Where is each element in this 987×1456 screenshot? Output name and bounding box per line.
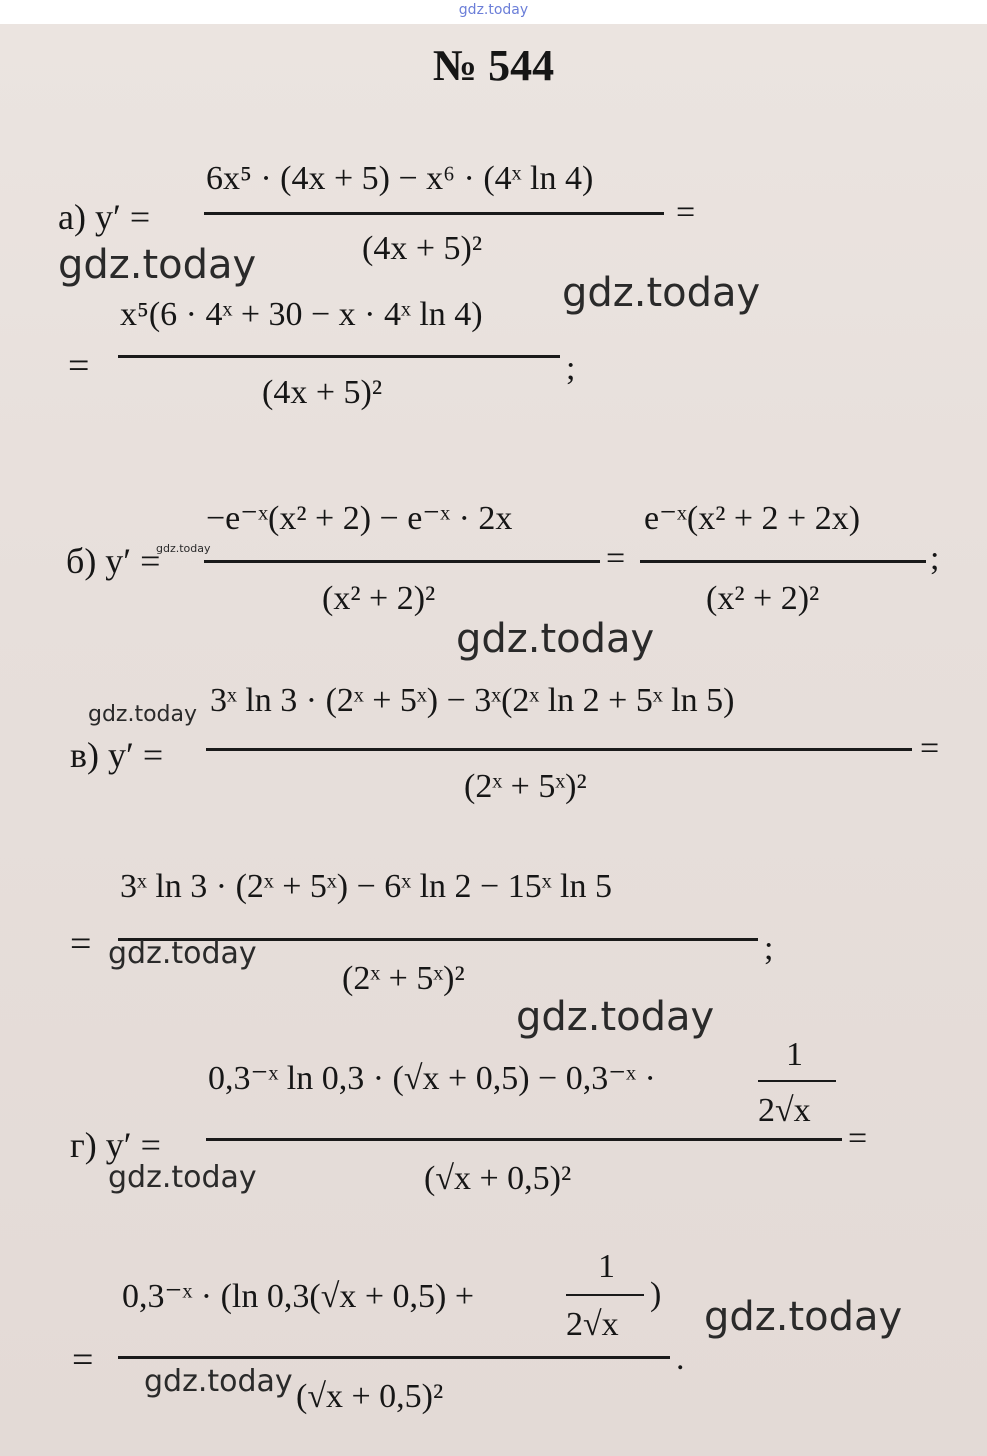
part-v-denominator-2: (2ˣ + 5ˣ)² xyxy=(342,960,465,997)
part-g-numerator-2b: ) xyxy=(650,1276,662,1313)
part-g-fraction-bar xyxy=(206,1138,842,1141)
watermark: gdz.today xyxy=(58,242,257,288)
part-v-equals: = xyxy=(920,730,940,767)
watermark: gdz.today xyxy=(516,994,715,1040)
part-b-numerator: −e⁻ˣ(x² + 2) − e⁻ˣ · 2x xyxy=(206,500,513,537)
part-a-numerator-2: x⁵(6 · 4ˣ + 30 − x · 4ˣ ln 4) xyxy=(120,296,483,333)
part-b-denominator: (x² + 2)² xyxy=(322,580,436,617)
part-g-inner-denominator-2: 2√x xyxy=(566,1306,619,1343)
part-a-equals-2: = xyxy=(68,345,90,387)
part-g-equals-2: = xyxy=(72,1339,94,1381)
part-v-denominator: (2ˣ + 5ˣ)² xyxy=(464,768,587,805)
part-g-period: . xyxy=(676,1340,685,1377)
part-v-numerator-2: 3ˣ ln 3 · (2ˣ + 5ˣ) − 6ˣ ln 2 − 15ˣ ln 5 xyxy=(120,868,612,905)
part-g-inner-denominator: 2√x xyxy=(758,1092,811,1129)
part-g-numerator: 0,3⁻ˣ ln 0,3 · (√x + 0,5) − 0,3⁻ˣ · xyxy=(208,1060,656,1097)
watermark: gdz.today xyxy=(144,1364,293,1399)
part-g-equals: = xyxy=(848,1120,868,1157)
part-v-label: в) y′ = xyxy=(70,735,164,775)
part-a-semicolon: ; xyxy=(566,350,576,387)
part-b-fraction-bar-2 xyxy=(640,560,926,563)
part-b-numerator-2: e⁻ˣ(x² + 2 + 2x) xyxy=(644,500,861,537)
watermark: gdz.today xyxy=(88,702,198,727)
part-b-denominator-2: (x² + 2)² xyxy=(706,580,820,617)
part-a-label: а) y′ = xyxy=(58,197,151,237)
part-a-denominator: (4x + 5)² xyxy=(362,230,483,267)
watermark: gdz.today xyxy=(704,1294,903,1340)
part-g-inner-numerator-2: 1 xyxy=(598,1248,615,1285)
part-a-denominator-2: (4x + 5)² xyxy=(262,374,383,411)
part-g-numerator-2a: 0,3⁻ˣ · (ln 0,3(√x + 0,5) + xyxy=(122,1278,475,1315)
part-g-label: г) y′ = xyxy=(70,1125,161,1165)
part-a-fraction-bar-2 xyxy=(118,355,560,358)
part-a-fraction-bar xyxy=(204,212,664,215)
watermark: gdz.today xyxy=(108,1160,257,1195)
part-v-numerator: 3ˣ ln 3 · (2ˣ + 5ˣ) − 3ˣ(2ˣ ln 2 + 5ˣ ln 5) xyxy=(210,682,735,719)
part-b-label: б) y′ = xyxy=(66,541,161,581)
part-a-numerator: 6x⁵ · (4x + 5) − x⁶ · (4ˣ ln 4) xyxy=(206,160,594,197)
watermark: gdz.today xyxy=(562,270,761,316)
part-a-equals: = xyxy=(676,194,696,231)
site-watermark-top: gdz.today xyxy=(458,2,529,18)
part-v-equals-2: = xyxy=(70,923,92,965)
part-b-fraction-bar xyxy=(204,560,600,563)
watermark: gdz.today xyxy=(108,936,257,971)
part-g-fraction-bar-2 xyxy=(118,1356,670,1359)
part-g-denominator: (√x + 0,5)² xyxy=(424,1160,572,1197)
part-g-inner-numerator: 1 xyxy=(786,1036,803,1073)
part-b-semicolon: ; xyxy=(930,540,940,577)
part-g-inner-fraction-bar-2 xyxy=(566,1294,644,1296)
part-g-inner-fraction-bar xyxy=(758,1080,836,1082)
watermark: gdz.today xyxy=(156,542,211,555)
watermark: gdz.today xyxy=(456,616,655,662)
part-g-denominator-2: (√x + 0,5)² xyxy=(296,1378,444,1415)
part-v-fraction-bar xyxy=(206,748,912,751)
part-v-semicolon: ; xyxy=(764,930,774,967)
exercise-title: № 544 xyxy=(432,41,555,90)
part-b-equals: = xyxy=(606,540,626,577)
